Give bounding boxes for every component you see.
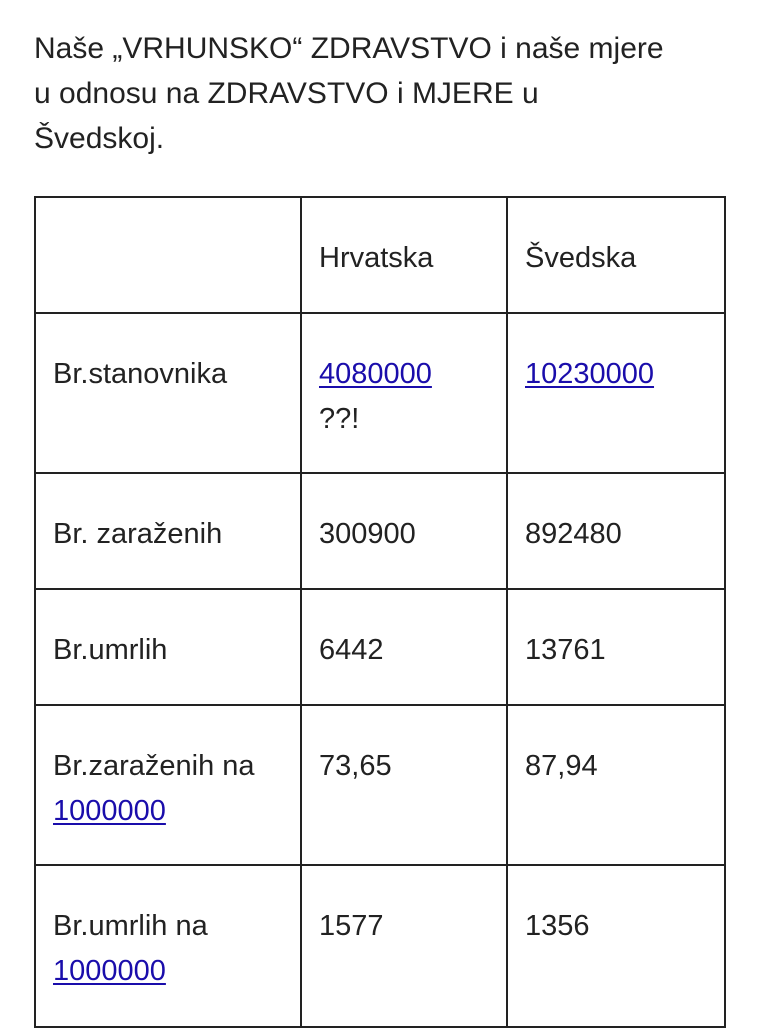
table-row <box>35 705 725 865</box>
row-label-deaths: Br.umrlih <box>35 589 301 705</box>
comparison-table <box>34 196 726 1028</box>
cell-croatia-infected: 300900 <box>301 473 507 589</box>
croatia-population-note: ??! <box>319 403 360 435</box>
deaths-per-million-link[interactable]: 1000000 <box>53 955 166 987</box>
infected-per-million-link[interactable]: 1000000 <box>53 795 166 827</box>
cell-sweden-deaths: 13761 <box>507 589 725 705</box>
table-header-row <box>35 197 725 313</box>
table-row <box>35 589 725 705</box>
table-row <box>35 313 725 473</box>
row-label-population: Br.stanovnika <box>35 313 301 473</box>
intro-line-3: Švedskoj. <box>34 122 165 155</box>
cell-croatia-deaths-per-million: 1577 <box>301 865 507 1027</box>
cell-croatia-population <box>301 313 507 473</box>
cell-sweden-infected: 892480 <box>507 473 725 589</box>
header-cell-sweden: Švedska <box>507 197 725 313</box>
table-row <box>35 865 725 1027</box>
row-label-deaths-per-million <box>35 865 301 1027</box>
table-row <box>35 473 725 589</box>
intro-heading <box>34 26 734 161</box>
cell-croatia-infected-per-million: 73,65 <box>301 705 507 865</box>
cell-sweden-infected-per-million: 87,94 <box>507 705 725 865</box>
cell-sweden-deaths-per-million: 1356 <box>507 865 725 1027</box>
cell-sweden-population <box>507 313 725 473</box>
infected-per-million-label: Br.zaraženih na <box>53 750 255 782</box>
row-label-infected-per-million <box>35 705 301 865</box>
header-cell-croatia: Hrvatska <box>301 197 507 313</box>
header-cell-empty <box>35 197 301 313</box>
cell-croatia-deaths: 6442 <box>301 589 507 705</box>
intro-line-1: Naše „VRHUNSKO“ ZDRAVSTVO i naše mjere <box>34 32 664 65</box>
intro-line-2: u odnosu na ZDRAVSTVO i MJERE u <box>34 77 539 110</box>
sweden-population-link[interactable]: 10230000 <box>525 358 655 390</box>
deaths-per-million-label: Br.umrlih na <box>53 910 208 942</box>
croatia-population-link[interactable]: 4080000 <box>319 358 432 390</box>
row-label-infected: Br. zaraženih <box>35 473 301 589</box>
